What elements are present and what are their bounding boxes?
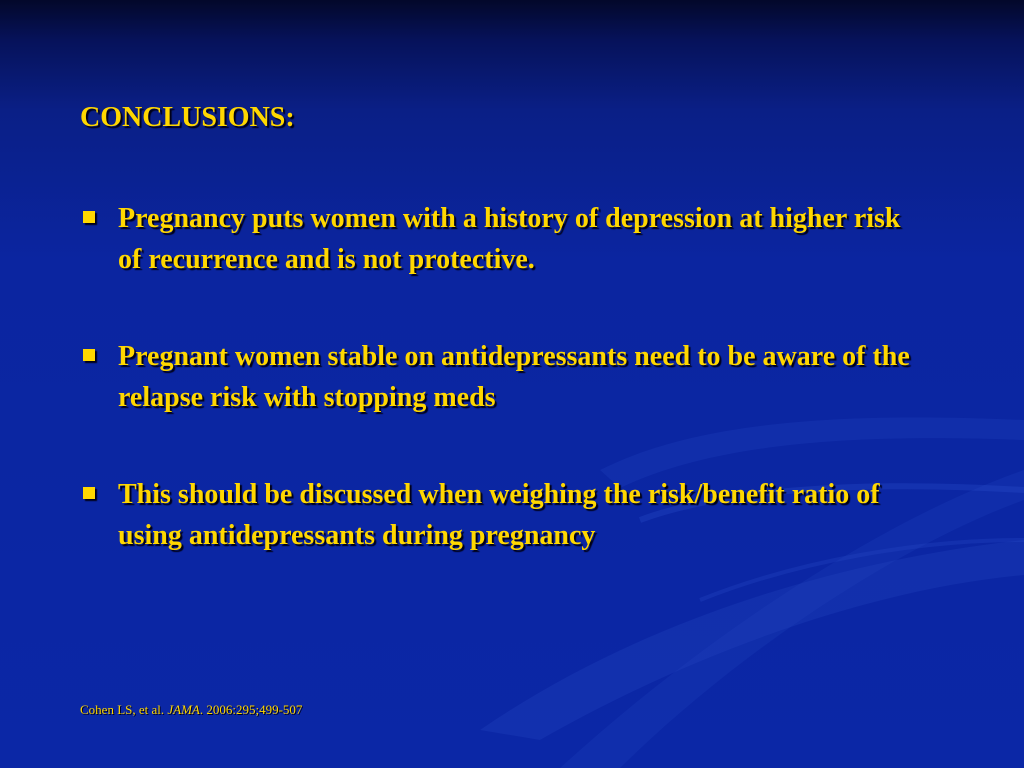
citation-authors: Cohen LS, et al. [80,702,168,717]
square-bullet-icon [83,349,95,361]
bullet-item [80,336,920,418]
citation [80,702,302,718]
bullet-text: Pregnancy puts women with a history of depression at higher risk of recurrence and is not protective. [118,203,901,275]
citation-journal: JAMA [167,702,200,717]
square-bullet-icon [83,487,95,499]
square-bullet-icon [83,211,95,223]
citation-details: . 2006:295;499-507 [199,702,303,717]
slide-title: CONCLUSIONS: [80,102,295,133]
bullet-item [80,474,920,556]
bullet-item [80,198,920,280]
bullet-text: This should be discussed when weighing the risk/benefit ratio of using antidepressants during pregnancy [118,479,880,551]
bullet-text: Pregnant women stable on antidepressants need to be aware of the relapse risk with stopping meds [118,341,910,413]
bullet-list [80,198,920,612]
